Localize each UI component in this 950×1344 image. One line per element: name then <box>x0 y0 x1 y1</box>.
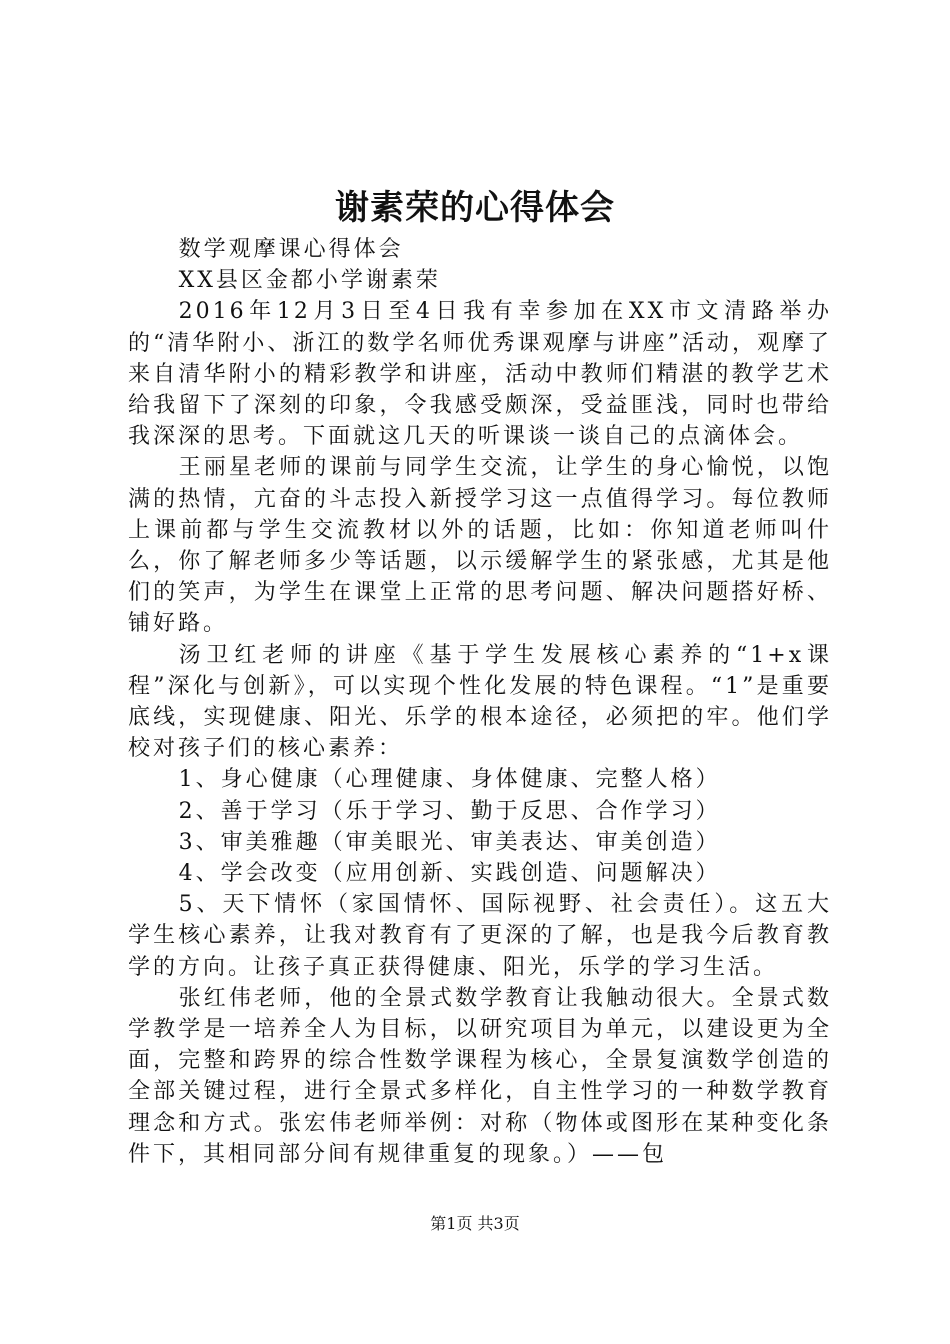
paragraph-tang: 汤卫红老师的讲座《基于学生发展核心素养的“1+x课程”深化与创新》，可以实现个性化发展的特色课程。“1”是重要底线，实现健康、阳光、乐学的根本途径，必须把的牢。他们学校对孩子们的核心素养： <box>128 642 832 762</box>
paragraph-subtitle: 数学观摩课心得体会 <box>178 237 404 262</box>
paragraph-wang: 王丽星老师的课前与同学生交流，让学生的身心愉悦，以饱满的热情，亢奋的斗志投入新授学习这一点值得学习。每位教师上课前都与学生交流教材以外的话题，比如：你知道老师叫什么，你了解老师多少等话题，以示缓解学生的紧张感，尤其是他们的笑声，为学生在课堂上正常的思考问题、解决问题搭好桥、铺好路。 <box>128 455 832 637</box>
page-footer: 第1页 共3页 <box>430 1214 520 1233</box>
list-item-2: 2、善于学习（乐于学习、勤于反思、合作学习） <box>178 798 721 824</box>
list-item-5: 5、天下情怀（家国情怀、国际视野、社会责任）。这五大学生核心素养，让我对教育有了更深的了解，也是我今后教育教学的方向。让孩子真正获得健康、阳光，乐学的学习生活。 <box>128 892 832 980</box>
list-item-3: 3、审美雅趣（审美眼光、审美表达、审美创造） <box>178 829 721 855</box>
document-title: 谢素荣的心得体会 <box>335 188 615 228</box>
list-item-4: 4、学会改变（应用创新、实践创造、问题解决） <box>178 861 721 887</box>
paragraph-intro: 2016年12月3日至4日我有幸参加在XX市文清路举办的“清华附小、浙江的数学名师优秀课观摩与讲座”活动，观摩了来自清华附小的精彩教学和讲座，活动中教师们精湛的教学艺术给我留下了深刻的印象，令我感受颇深，受益匪浅，同时也带给我深深的思考。下面就这几天的听课谈一谈自己的点滴体会。 <box>128 299 832 450</box>
paragraph-zhang: 张红伟老师，他的全景式数学教育让我触动很大。全景式数学教学是一培养全人为目标，以研究项目为单元，以建设更为全面，完整和跨界的综合性数学课程为核心，全景复演数学创造的全部关键过程，进行全景式多样化，自主性学习的一种数学教育理念和方式。张宏伟老师举例：对称（物体或图形在某种变化条件下，其相同部分间有规律重复的现象。）——包 <box>128 985 832 1167</box>
document-body <box>128 234 832 1170</box>
paragraph-author: XX县区金都小学谢素荣 <box>178 268 441 294</box>
list-item-1: 1、身心健康（心理健康、身体健康、完整人格） <box>178 767 721 793</box>
